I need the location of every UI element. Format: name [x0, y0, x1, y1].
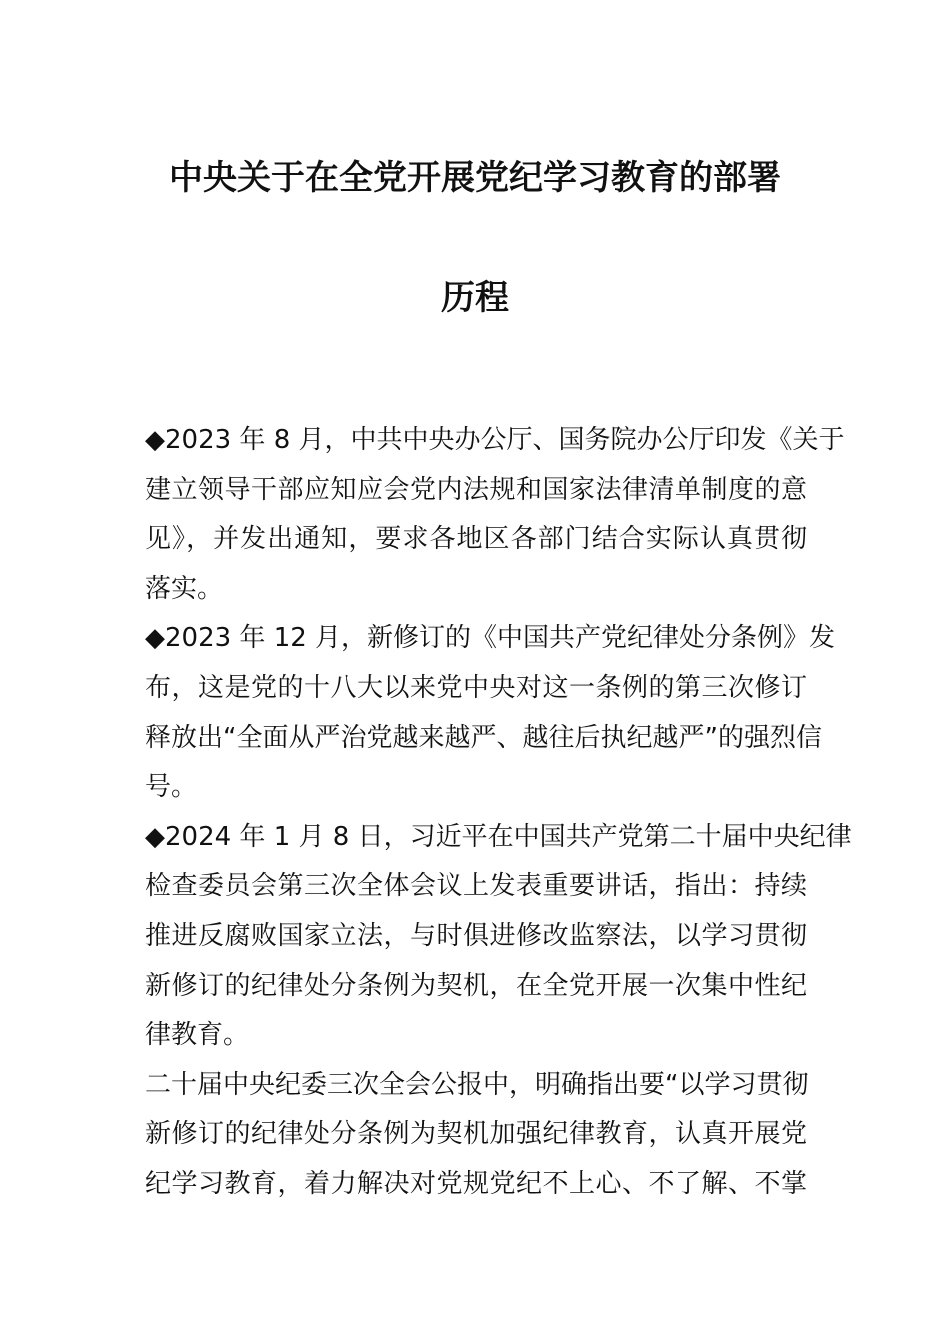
document-title-line-2: 历程	[441, 278, 509, 318]
paragraph-line: 号。	[145, 772, 198, 803]
paragraph-2023-12	[145, 614, 836, 812]
paragraph-line: 纪学习教育，着力解决对党规党纪不上心、不了解、不掌	[145, 1168, 807, 1199]
paragraph-line: 新修订的纪律处分条例为契机加强纪律教育，认真开展党	[145, 1119, 807, 1150]
paragraph-line: 推进反腐败国家立法，与时俱进修改监察法，以学习贯彻	[145, 920, 807, 951]
paragraph-line: ◆2023 年 8 月，中共中央办公厅、国务院办公厅印发《关于	[145, 425, 845, 455]
paragraph-line: 检查委员会第三次全体会议上发表重要讲话，指出：持续	[145, 871, 807, 902]
paragraph-line: 释放出“全面从严治党越来越严、越往后执纪越严”的强烈信	[145, 722, 822, 753]
paragraph-line: 布，这是党的十八大以来党中央对这一条例的第三次修订	[145, 672, 807, 703]
paragraph-line: 建立领导干部应知应会党内法规和国家法律清单制度的意	[145, 474, 807, 505]
paragraph-line: 见》，并发出通知，要求各地区各部门结合实际认真贯彻	[145, 524, 807, 555]
paragraph-communique	[145, 1061, 807, 1210]
paragraph-line: 二十届中央纪委三次全会公报中，明确指出要“以学习贯彻	[145, 1069, 809, 1100]
paragraph-line: 落实。	[145, 573, 224, 604]
paragraph-line: 新修订的纪律处分条例为契机，在全党开展一次集中性纪	[145, 970, 807, 1001]
document-title-line-1: 中央关于在全党开展党纪学习教育的部署	[169, 158, 781, 198]
document-body	[145, 416, 852, 1210]
paragraph-line: ◆2023 年 12 月，新修订的《中国共产党纪律处分条例》发	[145, 623, 836, 654]
paragraph-line: 律教育。	[145, 1020, 250, 1051]
paragraph-line: ◆2024 年 1 月 8 日，习近平在中国共产党第二十届中央纪律	[145, 821, 852, 852]
paragraph-2024-01-08	[145, 813, 852, 1061]
paragraph-2023-08	[145, 416, 845, 614]
